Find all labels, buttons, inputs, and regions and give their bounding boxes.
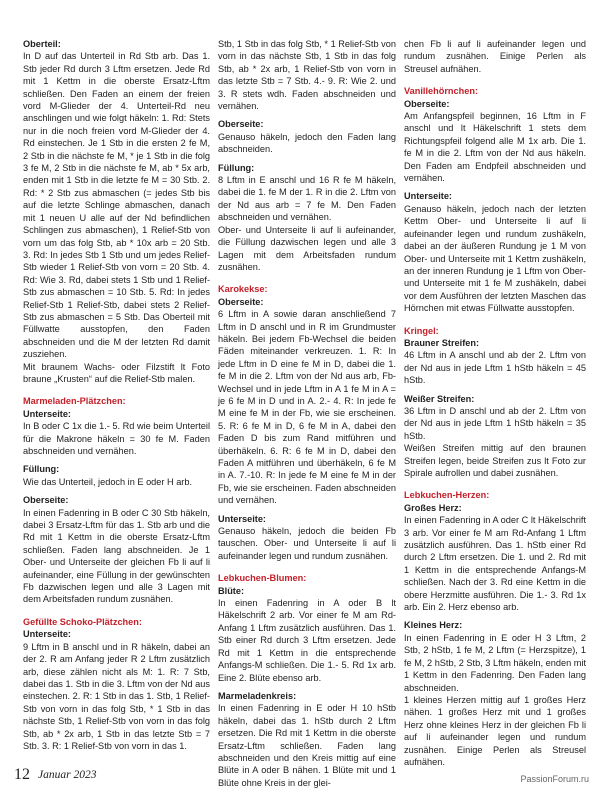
subsection-heading: Oberseite: (218, 119, 264, 130)
body-paragraph: Stb, 1 Stb in das folg Stb, * 1 Relief-Stb von vorn in das nächste Stb, 1 Stb in das folg Stb, ab * 2x arb, 1 Relief-Stb von vorn in das letzte Stb = 7 Stb. 4.- 9. R: Wie 2. und 3. R stets wdh. Faden abschneiden und vernähen. (218, 39, 396, 112)
section-heading: Vanillehörnchen: (404, 86, 479, 97)
page-number: 12 (14, 766, 30, 783)
body-paragraph: In D auf das Unterteil in Rd Stb arb. Das 1. Stb jeder Rd durch 3 Lftm ersetzen. Jede Rd mit 1 Kettm in die oberste Ersatz-Lftm schließen. Den Faden an einem der freien vord M-Glieder der 4. Unterteil-Rd neu anschlingen und wie folgt häkeln: 1. Rd: Stets nur in die noch freien vord M-Glieder der 4. Rd einstechen. Je 1 Stb in die ersten 2 fe M, 2 Stb in die nächste fe M, * je 1 Stb in die folg 3 fe M, 2 Stb in die nächste fe M, ab * 5x arb, enden mit 1 Stb in die letzte fe M = 30 Stb. 2. Rd: * 2 Stb zus abmaschen (= jedes Stb bis auf die letzte Schlinge abmaschen, danach mit 1 neuen U alle auf der Nd befindlichen Schlingen zus abmaschen), 1 Relief-Stb von vorn um das folg Stb, ab * 10x arb = 20 Stb. 3. Rd: In jedes Stb 1 Stb und um jedes Relief-Stb wieder 1 Relief-Stb von vorn = 20 Stb. 4. Rd: Wie 3. Rd, dabei stets 1 Stb und 1 Relief-Stb zus abmaschen = 10 Stb. 5. Rd: In jedes Relief-Stb 1 Relief-Stb, dabei stets 2 Relief-Stb zus abmaschen = 5 Stb. Das Oberteil mit Füllwatte ausstopfen, den Faden abschneiden und die M der letzten Rd damit zusziehen. (23, 51, 210, 360)
column-right (404, 38, 586, 768)
body-paragraph: In einen Fadenring in E oder H 10 hStb häkeln, dabei das 1. hStb durch 2 Lftm ersetzen. Die Rd mit 1 Kettm in die oberste Ersatz-Lftm schließen. Faden lang abschneiden und den Kreis mittig auf eine Blüte in A oder B nähen. 1 Blüte mit und 1 Blüte ohne Kreis in der glei- (218, 703, 396, 788)
subsection-heading: Kleines Herz: (404, 620, 463, 631)
subsection-heading: Unterseite: (23, 629, 71, 640)
body-paragraph: In einen Fadenring in B oder C 30 Stb häkeln, dabei 3 Ersatz-Lftm für das 1. Stb arb und die Rd mit 1 Kettm in die oberste Ersatz-Lftm schließen. Faden lang abschneiden. Je 1 Ober- und Unterseite der gleichen Fb li auf li aufeinander, eine Füllung in der gewünschten Fb dazwischen legen und alle 3 Lagen mit dem Arbeitsfaden rundum zusnähen. (23, 507, 210, 605)
body-paragraph: In B oder C 1x die 1.- 5. Rd wie beim Unterteil für die Makrone häkeln = 30 fe M. Faden abschneiden und vernähen. (23, 421, 210, 456)
body-paragraph: 8 Lftm in E anschl und 16 R fe M häkeln, dabei die 1. fe M der 1. R in die 2. Lftm von der Nd aus arb = 7 fe M. Den Faden abschneiden und vernähen. (218, 175, 396, 223)
body-paragraph: 46 Lftm in A anschl und ab der 2. Lftm von der Nd aus in jede Lftm 1 hStb häkeln = 45 hStb. (404, 350, 586, 386)
body-paragraph: 9 Lftm in B anschl und in R häkeln, dabei an der 2. R am Anfang jeder R 2 Lftm zusätzlich arb, diese zählen nicht als M: 1. R: 7 Stb, dabei das 1. Stb in die 3. Lftm von der Nd aus einstechen. 2. R: 1 Stb in das 1. Stb, 1 Relief-Stb von vorn in das folg Stb, * 1 Stb in das nächste Stb, 1 Relief-Stb von vorn in das folg Stb, ab * 2x arb, 1 Stb in das letzte Stb = 7 Stb. 3. R: 1 Relief-Stb von vorn in das 1. (23, 641, 210, 751)
body-paragraph: Am Anfangspfeil beginnen, 16 Lftm in F anschl und lt Häkelschrift 1 stets dem Richtungspfeil folgend alle M 1x arb. Die 1. fe M in die 2. Lftm von der Nd aus häkeln. Den Faden am Endpfeil abschneiden und vernähen. (404, 111, 586, 184)
body-paragraph: 6 Lftm in A sowie daran anschließend 7 Lftm in D anschl und in R im Grundmuster häkeln. Bei jedem Fb-Wechsel die beiden Fäden miteinander verkreuzen. 1. R: In jede Lftm in D eine fe M in D, dabei die 1. fe M in die 2. Lftm von der Nd aus arb, Fb-Wechsel und in jede Lftm in A 1 fe M in A = je 6 fe M in D und in A. 2.- 4. R: In jede fe M eine fe M in der Fb, wie sie erscheinen. 5. R: 6 fe M in D, 6 fe M in A, dabei den Faden D bis zum Rand mitführen und überhäkeln. 6. R: 6 fe M in D, dabei den Faden A mitführen und überhäkeln, 6 fe M in A. 7.-10. R: In jede fe M eine fe M in der Fb, wie sie erscheinen. Faden abschneiden und vernähen. (218, 309, 396, 506)
body-paragraph: 36 Lftm in D anschl und ab der 2. Lftm von der Nd aus in jede Lftm 1 hStb häkeln = 35 hStb. (404, 405, 586, 441)
body-paragraph: Ober- und Unterseite li auf li aufeinander, die Füllung dazwischen legen und alle 3 Lagen mit dem Arbeitsfaden rundum zusnähen. (218, 224, 396, 272)
subsection-heading: Oberseite: (218, 296, 264, 307)
subsection-heading: Unterseite: (404, 191, 452, 202)
body-paragraph: Genauso häkeln, jedoch nach der letzten Kettm Ober- und Unterseite li auf li aufeinander legen und rundum zushäkeln, dabei an der äußeren Rundung je 1 M von Ober- und Unterseite mit 1 Kettm zushäkeln, an der inneren Rundung je 1 Lftm von Ober- und Unterseite mit 1 fe M zushäkeln, dabei vor dem Ausführen der letzten Maschen das Hörnchen mit etwas Füllwatte ausstopfen. (404, 203, 586, 314)
body-paragraph: Genauso häkeln, jedoch den Faden lang abschneiden. (218, 131, 396, 155)
body-paragraph: In einen Fadenring in E oder H 3 Lftm, 2 Stb, 2 hStb, 1 fe M, 2 Lftm (= Herzspitze), 1 fe M, 2 hStb, 2 Stb, 3 Lftm häkeln, enden mit 1 Kettm in den Fadenring. Den Faden lang abschneiden. (404, 632, 586, 693)
section-heading: Lebkuchen-Blumen: (218, 573, 307, 584)
body-paragraph: Mit braunem Wachs- oder Filzstift lt Foto braune „Krusten“ auf die Relief-Stb malen. (23, 361, 210, 384)
body-paragraph: Genauso häkeln, jedoch die beiden Fb tauschen. Ober- und Unterseite li auf li aufeinander legen und rundum zusnähen. (218, 526, 396, 561)
body-paragraph: 1 kleines Herzen mittig auf 1 großes Herz nähen. 1 großes Herz mit und 1 großes Herz ohne kleines Herz in der gleichen Fb li auf li aufeinander legen und rundum zusnähen. Einige Perlen als Streusel aufnähen. (404, 694, 586, 767)
subsection-heading: Füllung: (218, 162, 255, 173)
column-left (23, 38, 210, 752)
issue-date: Januar 2023 (38, 769, 97, 781)
body-paragraph: Weißen Streifen mittig auf den braunen Streifen legen, beide Streifen zus lt Foto zur Spirale aufrollen und dabei zusnähen. (404, 443, 586, 478)
subsection-heading: Oberteil: (23, 39, 61, 49)
body-paragraph: chen Fb li auf li aufeinander legen und rundum zusnähen. Einige Perlen als Streusel aufnähen. (404, 39, 586, 74)
subsection-heading: Oberseite: (23, 495, 69, 506)
body-paragraph: In einen Fadenring in A oder C lt Häkelschrift 3 arb. Vor einer fe M am Rd-Anfang 1 Lftm zusätzlich ausführen. Das 1. hStb einer Rd durch 2 Lftm ersetzen. Die 1. und 2. Rd mit 1 Kettm in die entsprechende Anfangs-M schließen. Nach der 3. Rd eine Kettm in die obere Herzmitte ausführen. Die 1.- 3. Rd 1x arb. Ein 2. Herz ebenso arb. (404, 515, 586, 613)
subsection-heading: Oberseite: (404, 98, 450, 109)
section-heading: Lebkuchen-Herzen: (404, 490, 490, 501)
page-footer (14, 766, 589, 788)
body-paragraph: Wie das Unterteil, jedoch in E oder H arb. (23, 476, 193, 487)
section-heading: Kringel: (404, 325, 439, 336)
subsection-heading: Großes Herz: (404, 502, 462, 513)
subsection-heading: Unterseite: (23, 408, 71, 419)
subsection-heading: Füllung: (23, 464, 60, 475)
subsection-heading: Blüte: (218, 585, 245, 596)
section-heading: Karokekse: (218, 284, 268, 295)
watermark: PassionForum.ru (520, 774, 589, 784)
body-paragraph: In einen Fadenring in A oder B lt Häkelschrift 2 arb. Vor einer fe M am Rd-Anfang 1 Lftm zusätzlich ausführen. Das 1. Stb einer Rd durch 3 Lftm ersetzen. Jede Rd mit 1 Kettm in die entsprechende Anfangs-M schließen. Die 1.- 5. Rd 1x arb. Eine 2. Blüte ebenso arb. (218, 598, 396, 683)
subsection-heading: Brauner Streifen: (404, 337, 480, 348)
section-heading: Marmeladen-Plätzchen: (23, 396, 126, 407)
subsection-heading: Marmeladenkreis: (218, 690, 297, 701)
subsection-heading: Weißer Streifen: (404, 393, 475, 404)
section-heading: Gefüllte Schoko-Plätzchen: (23, 616, 142, 627)
column-middle (218, 38, 396, 789)
subsection-heading: Unterseite: (218, 513, 266, 524)
